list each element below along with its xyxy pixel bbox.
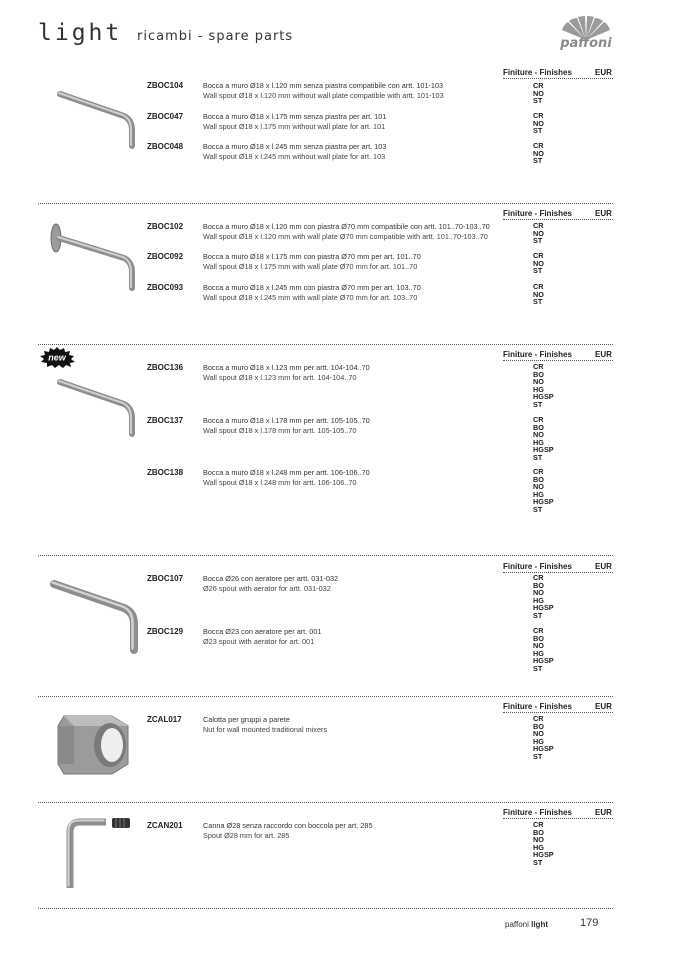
section-divider: [38, 696, 613, 697]
product-description: Bocca a muro Ø18 x l.245 mm senza piastra per art. 103 Wall spout Ø18 x l.245 mm without wall plate for art. 103: [203, 142, 387, 161]
finishes-header-rule: [503, 219, 613, 220]
spout-tube-image: [40, 812, 140, 892]
product-description: Bocca a muro Ø18 x l.178 mm per artt. 105-105..70 Wall spout Ø18 x l.178 mm for artt. 105-105..70: [203, 416, 370, 435]
finishes-list: CR NO ST: [533, 141, 544, 166]
product-description: Canna Ø28 senza raccordo con boccola per art. 285 Spout Ø28 mm for art. 285: [203, 821, 373, 840]
product-code: ZBOC138: [147, 468, 184, 477]
finishes-header: Finiture - Finishes EUR: [503, 562, 612, 571]
finishes-header-rule: [503, 712, 613, 713]
section-divider: [38, 908, 613, 909]
finishes-header: Finiture - Finishes EUR: [503, 350, 612, 359]
product-description: Bocca Ø26 con aeratore per artt. 031-032 Ø26 spout with aerator for artt. 031-032: [203, 574, 339, 593]
product-code: ZBOC048: [147, 142, 184, 151]
product-code: ZBOC107: [147, 574, 184, 583]
finishes-list: CR NO ST: [533, 81, 544, 106]
finishes-header: Finiture - Finishes EUR: [503, 209, 612, 218]
finishes-list: CR BO NO HG HGSP ST: [533, 362, 554, 409]
wall-spout-image: [40, 374, 140, 440]
product-description: Bocca Ø23 con aeratore per art. 001 Ø23 spout with aerator for art. 001: [203, 627, 322, 646]
product-code: ZBOC092: [147, 252, 184, 261]
new-badge: [38, 346, 76, 368]
finishes-header-rule: [503, 818, 613, 819]
wall-spout-with-plate-image: [40, 218, 140, 292]
finishes-list: CR BO NO HG HGSP ST: [533, 626, 554, 673]
product-code: ZCAN201: [147, 821, 183, 830]
product-code: ZBOC129: [147, 627, 184, 636]
product-code: ZBOC136: [147, 363, 184, 372]
page-number: 179: [580, 917, 599, 929]
svg-text:new: new: [48, 352, 66, 363]
finishes-list: CR BO NO HG HGSP ST: [533, 415, 554, 462]
product-code: ZBOC093: [147, 283, 184, 292]
product-description: Bocca a muro Ø18 x l.120 mm senza piastra compatibile con artt. 101-103 Wall spout Ø18 x l.120 mm without wall plate compatible with artt. 101-103: [203, 81, 444, 100]
product-description: Bocca a muro Ø18 x l.175 mm senza piastra per art. 101 Wall spout Ø18 x l.175 mm without wall plate for art. 101: [203, 112, 387, 131]
product-description: Bocca a muro Ø18 x l.175 mm con piastra Ø70 mm per art. 101..70 Wall spout Ø18 x l.175 mm with wall plate Ø70 mm for art. 101..70: [203, 252, 421, 271]
page-title: light: [38, 20, 123, 46]
finishes-list: CR BO NO HG HGSP ST: [533, 573, 554, 620]
finishes-header-rule: [503, 572, 613, 573]
section-divider: [38, 555, 613, 556]
page-subtitle: ricambi - spare parts: [137, 29, 294, 44]
product-code: ZBOC104: [147, 81, 184, 90]
product-description: Bocca a muro Ø18 x l.248 mm per artt. 106-106..70 Wall spout Ø18 x l.248 mm for artt. 106-106..70: [203, 468, 370, 487]
finishes-header: Finiture - Finishes EUR: [503, 808, 612, 817]
finishes-list: CR NO ST: [533, 282, 544, 307]
finishes-list: CR NO ST: [533, 251, 544, 276]
finishes-list: CR NO ST: [533, 221, 544, 246]
finishes-list: CR BO NO HG HGSP ST: [533, 467, 554, 514]
product-description: Calotta per gruppi a parete Nut for wall mounted traditional mixers: [203, 715, 328, 734]
wall-nut-image: [40, 710, 140, 778]
product-description: Bocca a muro Ø18 x l.120 mm con piastra Ø70 mm compatibile con artt. 101..70-103..70 Wall spout Ø18 x l.120 mm with wall plate Ø70 mm compatible with artt. 101..70-103..70: [203, 222, 490, 241]
product-code: ZCAL017: [147, 715, 182, 724]
footer-brand: paffoni light: [505, 920, 548, 929]
brand-logo: [556, 16, 616, 54]
wall-spout-image: [40, 86, 140, 150]
product-description: Bocca a muro Ø18 x l.123 mm per artt. 104-104..70 Wall spout Ø18 x l.123 mm for artt. 104-104..70: [203, 363, 370, 382]
section-divider: [38, 802, 613, 803]
finishes-header-rule: [503, 360, 613, 361]
section-divider: [38, 203, 613, 204]
section-divider: [38, 344, 613, 345]
finishes-header-rule: [503, 78, 613, 79]
finishes-list: CR NO ST: [533, 111, 544, 136]
finishes-header: Finiture - Finishes EUR: [503, 68, 612, 77]
product-code: ZBOC137: [147, 416, 184, 425]
spout-with-aerator-image: [40, 574, 140, 656]
product-description: Bocca a muro Ø18 x l.245 mm con piastra Ø70 mm per art. 103..70 Wall spout Ø18 x l.245 mm with wall plate Ø70 mm for art. 103..70: [203, 283, 421, 302]
product-code: ZBOC102: [147, 222, 184, 231]
logo-wordmark: paffoni: [560, 36, 612, 51]
finishes-list: CR BO NO HG HGSP ST: [533, 714, 554, 761]
finishes-list: CR BO NO HG HGSP ST: [533, 820, 554, 867]
product-code: ZBOC047: [147, 112, 184, 121]
finishes-header: Finiture - Finishes EUR: [503, 702, 612, 711]
